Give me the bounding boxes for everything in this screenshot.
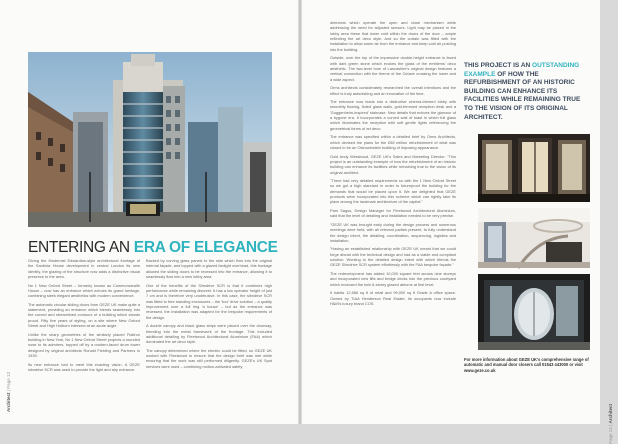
paragraph: No 1 New Oxford Street – formerly known as Commonwealth House – now has an entrance which echoes its grand heritage, combining sleek elegant aesthetics with modern convenience. [28,282,140,299]
building-photo [28,52,272,227]
paragraph: One of the benefits of the Slimdrive SCR is that it combines high performance while remaining discreet. It has a low operator height of just 7 cm and is therefore very unobtrusive. In this case, the slimdrive SCR was fitted to free standing enclosures – the 'box' drive solution – a quality improvement over a full ring 'a house' – but as the entrance was recessed, the installation was adapted for the bespoke requirements of the design. [146,282,272,320]
right-page [302,0,613,444]
left-page [0,0,298,424]
paragraph: Orms architects considerately researched the overall intentions and the effect is truly astonishing and an innovation of the time. [330,85,456,96]
article-headline [28,239,288,257]
folio-brand: Architect [6,392,11,412]
paragraph: Outside, over the top of the impressive double-height entrance is faced with dark green stone which evokes the glass of the emblems' deco aesthetic. The two-level tone of Lancashire's original design features a vertical connection with the theme of the Octave crossing the lower and a wide aspect. [330,55,456,82]
paragraph: "Having an established relationship with GEZE UK meant that we could forge ahead with the technical design and had as a viable and compliant solution. Working to the detailed design intent with which blends the GEZE Slimdrive SCR system effortlessly with the FAA bespoke façade." [330,246,456,268]
folio-brand: Architect [608,404,613,424]
paragraph: The canopy determined where the electric could be fitted, so GEZE UK worked with Fleetwood to ensure that the design brief was met while ensuring that the work was still performed diligently. GEZE's UK Spot services were used – combining motion-activated safety [146,347,272,369]
headline-part2: ERA OF ELEGANCE [133,239,278,256]
folio-page: Page 14 | [608,423,613,444]
quote-pre: THIS PROJECT IS AN [464,62,533,69]
interior-photo-entrance [478,274,590,350]
info-box: For more information about GEZE UK's comprehensive range of automatic and manual door closers call 01543 443000 or visit www.geze.co.uk [464,357,589,373]
pull-quote [464,62,588,122]
paragraph: Unlike the sharp geometries of the similarly placed Flatiron building in New York, No 1 New Oxford Street projects a rounded nose to its admirers, topped off by a modern-faced drum tower designed by original architects Ronald Fielding and Partners in 1939. [28,331,140,359]
right-column-1 [330,20,456,309]
paragraph: Pam Sagus, Design Manager for Fleetwood Architectural Aluminium, said that the level of detailing and installation needed to be very precise. [330,207,456,219]
folio-left [6,372,11,412]
interior-photo-staircase [478,208,590,268]
paragraph: detectors which operate the open and close mechanism while addressing the need for adjusted sensors. Light may be placed in the lobby area these that lower cold within the doors of the door – ample reflecting the art deco style. And so the curtain was fitted with the installation to allow warm air from the entrance and keep cold air pushing into the building. [330,20,456,52]
paragraph: "GEZE UK was brought early during the design process and numerous meetings were held, with all relevant parties present, to fully understand the design intent, the detailing, coordination, sequencing, logistics and installation. [330,221,456,243]
folio-page: | Page 13 [6,372,11,393]
paragraph: It habits 12,586 sq ft of retail and 99,000 sq ft Grade A office space. Owned by TIAA Henderson Real Estate, its occupants now include H&M's luxury brand COS. [330,290,456,306]
paragraph: Backed by curving glass panels to the side which flow into the original internal façade, and topped with a glazed fanlight overhead, this frontage allowed the sliding doors to be recessed into the entrance, allowing it to seamlessly flow into a new lobby area. [146,258,272,280]
left-column-2 [146,258,272,372]
paragraph: The redevelopment has added 10,000 square feet across nine storeys and incorporated new lifts and bridge decks into the previous courtyard which enclosed the twin 6-storey glazed atriums at first level. [330,270,456,287]
quote-post: OF HOW THE REFURBISHMENT OF AN HISTORIC BUILDING CAN ENHANCE ITS FACILITIES WHILE REMAINING TRUE TO THE VISION OF ITS ORIGINAL ARCHITECT. [464,70,581,121]
paragraph: Gold Andy Westwood, GEZE UK's Sales and Marketing Director: "This project is an outstanding example of how the refurbishment of an historic building can enhance its facilities while remaining true to the vision of its original architect. [330,153,456,175]
headline-part1: ENTERING AN [28,239,134,256]
paragraph: The entrance was specified within a detailed brief by Orms Architects, which devised the plans for the £58 million refurbishment of what was closed to be an Ostrowinstein building of imposing appearance. [330,134,456,150]
interior-photo-lobby [478,134,590,202]
folio-right [608,404,618,444]
paragraph: "There had very detailed requirements so with the 1 New Oxford Street so we got a high standard in order to futureproof the building for the demands that would be placed upon it. We are delighted that GEZE products were incorporated into this scheme which can rightly take its place among the landmark architecture of the capital." [330,178,456,205]
paragraph: The automatic circular sliding doors from GEZE UK make quite a statement, providing an entrance which blends seamlessly into the curved and streamlined contours of a building which stands proud. Fifty five years of styling, on a site where New Oxford Street and High Holborn intersect at an acute angle. [28,301,140,329]
paragraph: A double canopy and black glass strips were placed over the doorway, blending into the metal framework of the frontage. This included additional detailing by Fleetwood Architectural Aluminium (FAA) which dominated the art deco style. [146,323,272,345]
paragraph: Giving the Modernist Edwardian-style architectural frontage of the Sardinia House development in central London its new identity, the glazing of the structure now adds a distinctive visual presence to the area. [28,258,140,280]
quote-highlight: OUTSTANDING EXAMPLE [464,62,580,78]
paragraph: The entrance now leads into a distinctive cinema-themed lobby with smoothly flowing, fluted glass walls, gold-trimmed reception desk and a 'Guggenheim-inspired' staircase. New details that echoes the glamour of a bygone era. It incorporates a curved wall of toast in which full glass which illuminates the reception with soft gentle lights referencing the geometrical forms of art deco. [330,99,456,131]
left-column-1 [28,258,140,375]
paragraph: Its new entrance had to meet this exacting vision. A GEZE slimdrive SCR was used to provide the light and airy entrance. [28,361,140,372]
